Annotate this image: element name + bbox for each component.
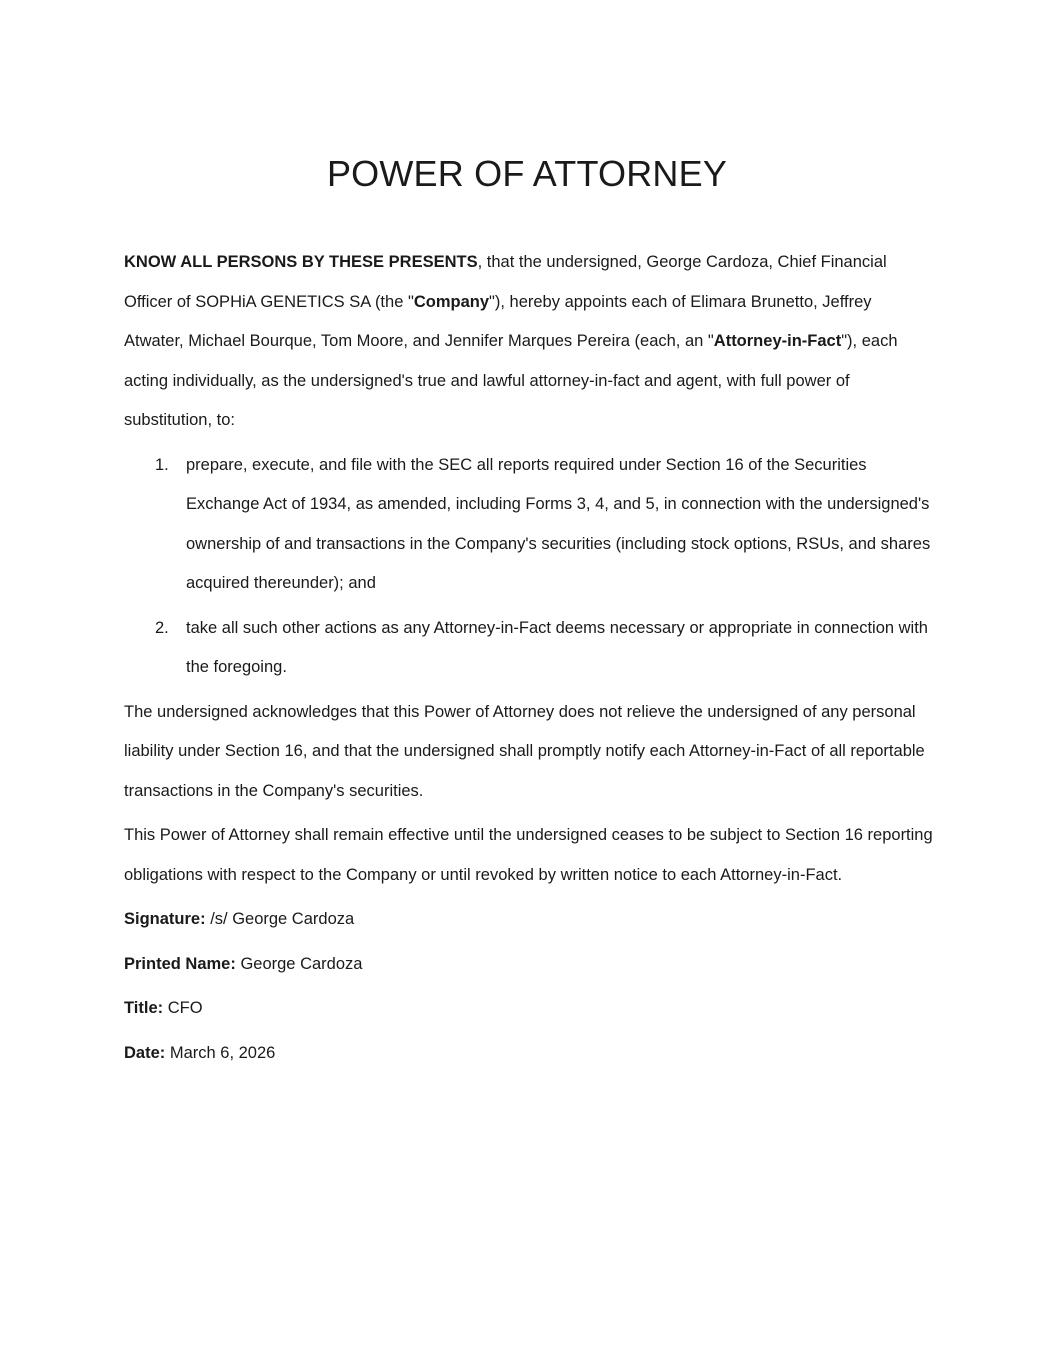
signature-line xyxy=(124,900,934,940)
intro-lead: KNOW ALL PERSONS BY THESE PRESENTS xyxy=(124,253,478,271)
list-item-number: 1. xyxy=(155,455,169,474)
printed-name-line xyxy=(124,945,934,985)
company-term: Company xyxy=(413,292,490,311)
date-line xyxy=(124,1034,934,1074)
acknowledgement-paragraph: The undersigned acknowledges that this Power of Attorney does not relieve the undersigned of any personal liability under Section 16, and that the undersigned shall promptly notify each Attorney-in-Fact of all reportable transactions in the Company's securities. xyxy=(124,702,925,800)
date-label: Date: xyxy=(124,1043,166,1062)
document-body xyxy=(124,243,934,1078)
list-item xyxy=(124,609,934,688)
signature-value: /s/ George Cardoza xyxy=(210,910,355,928)
title-value: CFO xyxy=(167,999,203,1017)
intro-text-3: "), each acting individually, as the undersigned's true and lawful attorney-in-fact and agent, with full power of substitution, to: xyxy=(124,332,898,429)
effective-paragraph: This Power of Attorney shall remain effective until the undersigned ceases to be subject to Section 16 reporting obligations with respect to the Company or until revoked by written notice to each Attorney-in-Fact. xyxy=(124,826,933,884)
date-value: March 6, 2026 xyxy=(169,1043,276,1062)
title-line xyxy=(124,989,934,1029)
list-item-text: prepare, execute, and file with the SEC all reports required under Section 16 of the Securities Exchange Act of 1934, as amended, including Forms 3, 4, and 5, in connection with the undersigned's ownership of and transactions in the Company's securities (including stock options, RSUs, and shares acquired thereunder); and xyxy=(186,455,931,592)
printed-name-label: Printed Name: xyxy=(124,954,236,973)
intro-text-1: , that the undersigned, George Cardoza, Chief Financial Officer of SOPHiA GENETICS SA (the " xyxy=(124,253,887,311)
title-label: Title: xyxy=(124,999,164,1017)
list-item-text: take all such other actions as any Attorney-in-Fact deems necessary or appropriate in connection with the foregoing. xyxy=(186,618,928,676)
list-item-number: 2. xyxy=(155,618,169,637)
list-item xyxy=(124,446,934,604)
printed-name-value: George Cardoza xyxy=(240,954,363,973)
signature-label: Signature: xyxy=(124,910,206,928)
intro-text-2: "), hereby appoints each of Elimara Brunetto, Jeffrey Atwater, Michael Bourque, Tom Moore, and Jennifer Marques Pereira (each, an " xyxy=(124,292,872,350)
attorney-in-fact-term: Attorney-in-Fact xyxy=(713,332,842,350)
powers-list xyxy=(124,446,934,688)
intro-paragraph xyxy=(124,243,934,441)
document-title: POWER OF ATTORNEY xyxy=(326,153,728,194)
